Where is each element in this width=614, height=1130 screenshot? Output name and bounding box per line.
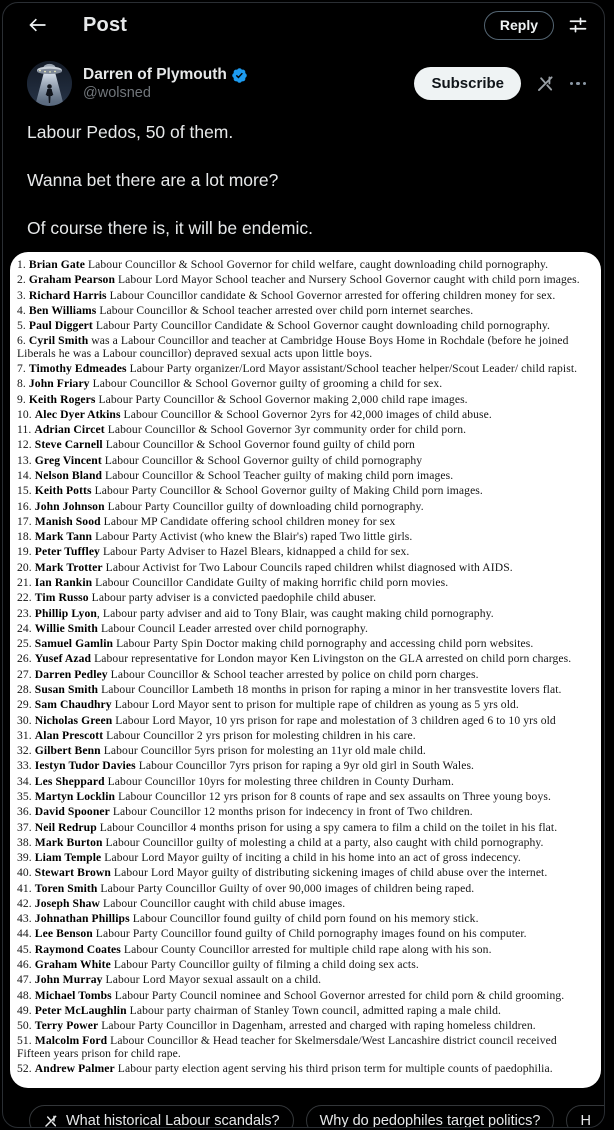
list-item-name: Malcolm Ford: [34, 1034, 108, 1048]
list-item-number: 28.: [17, 682, 35, 696]
list-item-name: Joseph Shaw: [34, 896, 101, 910]
labour-list: [17, 259, 591, 1076]
list-item-number: 27.: [17, 667, 35, 681]
list-item-name: Yusef Azad: [34, 652, 92, 666]
list-item-text: , Labour party adviser and aid to Tony Blair, was caught making child pornography.: [96, 606, 494, 620]
list-item-text: Labour Councillor & School Governor guilty of child pornography: [101, 453, 423, 467]
list-item-text: Labour Party Spin Doctor making child pornography and accessing child porn websites.: [113, 637, 534, 651]
list-item-name: Samuel Gamlin: [34, 637, 114, 651]
list-item-name: Phillip Lyon: [34, 606, 97, 620]
list-item-number: 40.: [17, 866, 35, 880]
list-item-name: Stewart Brown: [34, 866, 111, 880]
list-item: [17, 363, 591, 375]
list-item-name: Nicholas Green: [34, 713, 113, 727]
list-item-name: David Spooner: [34, 805, 110, 819]
list-item: [17, 546, 591, 558]
list-item-text: Labour Councillor & School Governor found guilty of child porn: [102, 438, 415, 452]
list-item: [17, 424, 591, 436]
list-item-name: John Johnson: [34, 499, 105, 513]
list-item-text: Labour MP Candidate offering school children money for sex: [100, 514, 396, 528]
list-item-number: 13.: [17, 453, 35, 467]
list-item-text: Labour Lord Mayor, 10 yrs prison for rape and molestation of 3 children aged 6 to 10 yrs old: [112, 713, 556, 727]
list-item-text: Labour Councillor 7yrs prison for raping a 9yr old girl in South Wales.: [135, 759, 475, 773]
list-item-text: Labour Party Councillor in Dagenham, arrested and charged with raping homeless children.: [98, 1019, 536, 1033]
list-item: [17, 290, 591, 302]
list-item-number: 22.: [17, 591, 35, 605]
list-item-text: Labour Councillor & School Governor 3yr community order for child porn.: [104, 423, 467, 437]
list-item-text: Labour Councillor 4 months prison for using a spy camera to film a child on the toilet in his flat.: [96, 820, 558, 834]
list-item: [17, 592, 591, 604]
list-item-text: Labour Party organizer/Lord Mayor assistant/School teacher helper/Scout Leader/ child rapist.: [126, 362, 578, 376]
list-item-text: Labour Councillor & School teacher arrested over child porn internet searches.: [96, 303, 474, 317]
list-item: [17, 760, 591, 772]
display-name-row[interactable]: [83, 66, 248, 84]
list-item-text: Labour representative for London mayor Ken Livingston on the GLA arrested on child porn charges.: [91, 652, 572, 666]
list-item-text: Labour Councillor & School teacher arrested by police on child porn charges.: [107, 667, 479, 681]
list-item-number: 39.: [17, 851, 35, 865]
list-item-text: Labour Party Councillor guilty of filming a child doing sex acts.: [110, 958, 419, 972]
list-item: [17, 974, 591, 986]
list-item-name: Cyril Smith: [28, 334, 89, 348]
grok-logo-icon[interactable]: [534, 73, 556, 95]
list-item-text: Labour Party Council nominee and School Governor arrested for child porn & child grooming.: [111, 988, 565, 1002]
list-item: [17, 791, 591, 803]
list-item: [17, 669, 591, 681]
list-item-name: Mark Burton: [34, 835, 103, 849]
list-item-name: Andrew Palmer: [34, 1062, 115, 1076]
list-item-number: 14.: [17, 469, 35, 483]
list-item-text: Labour Councillor & School Governor guilty of grooming a child for sex.: [89, 377, 443, 391]
subscribe-button[interactable]: Subscribe: [414, 67, 521, 100]
list-item: [17, 898, 591, 910]
grok-chip-label: Why do pedophiles target politics?: [319, 1112, 541, 1128]
list-item-number: 45.: [17, 942, 35, 956]
list-item-name: Alan Prescott: [34, 728, 104, 742]
list-item-text: Labour Councillor found guilty of child porn found on his memory stick.: [129, 912, 479, 926]
list-item: [17, 439, 591, 451]
list-item-text: Labour Lord Mayor School teacher and Nursery School Governor caught with child porn images.: [115, 273, 580, 287]
list-item-number: 48.: [17, 988, 35, 1002]
list-item-number: 3.: [17, 288, 29, 302]
list-item: [17, 1020, 591, 1032]
list-item-text: was a Labour Councillor and teacher at Cambridge House Boys Home in Rochdale (before he joined Liberals he was a Labour councillor) depraved sexual acts upon little boys.: [17, 334, 569, 360]
list-item: [17, 1063, 591, 1075]
list-item: [17, 928, 591, 940]
list-item-number: 32.: [17, 744, 35, 758]
list-item-text: Labour party adviser is a convicted paedophile child abuser.: [88, 591, 377, 605]
list-item-number: 41.: [17, 881, 35, 895]
list-item: [17, 638, 591, 650]
list-item-text: Labour Lord Mayor guilty of inciting a child in his home into an act of gross indecency.: [101, 851, 521, 865]
back-button[interactable]: [27, 14, 49, 36]
list-item-text: Labour party election agent serving his third prison term for multiple counts of paedophilia.: [114, 1062, 553, 1076]
list-item-text: Labour Activist for Two Labour Councils raped children whilst diagnosed with AIDS.: [102, 560, 513, 574]
grok-chip[interactable]: [566, 1105, 604, 1128]
list-item-text: Labour Lord Mayor sent to prison for multiple rape of children as young as 5 yrs old.: [111, 698, 519, 712]
list-item-name: Mark Tann: [34, 530, 93, 544]
back-arrow-icon: [28, 15, 48, 35]
list-item: [17, 852, 591, 864]
list-item: [17, 623, 591, 635]
list-item-name: Darren Pedley: [34, 667, 108, 681]
list-item: [17, 335, 591, 360]
list-item-name: Steve Carnell: [34, 438, 103, 452]
list-item-number: 7.: [17, 362, 29, 376]
timeline-settings-icon[interactable]: [568, 15, 588, 35]
list-item: [17, 274, 591, 286]
post-line-2: Wanna bet there are a lot more?: [27, 170, 279, 190]
list-item-text: Labour Councillor 12 months prison for indecency in front of Two children.: [109, 805, 473, 819]
list-item: [17, 608, 591, 620]
post-line-1: Labour Pedos, 50 of them.: [27, 122, 234, 142]
list-item: [17, 913, 591, 925]
list-item-number: 8.: [17, 377, 29, 391]
list-item: [17, 959, 591, 971]
list-item-number: 24.: [17, 621, 35, 635]
list-item-name: Nelson Bland: [34, 469, 103, 483]
list-item-name: Raymond Coates: [34, 942, 121, 956]
user-handle: @wolsned: [83, 85, 151, 101]
list-item-text: Labour Council Leader arrested over child pornography.: [97, 621, 368, 635]
list-item-text: Labour Lord Mayor guilty of distributing sickening images of child abuse over the internet.: [110, 866, 548, 880]
list-item: [17, 516, 591, 528]
list-item-name: Sam Chaudhry: [34, 698, 112, 712]
list-item-number: 4.: [17, 303, 29, 317]
list-item-name: Keith Rogers: [28, 392, 96, 406]
list-item: [17, 470, 591, 482]
post-page: [2, 2, 605, 1128]
list-item-name: Toren Smith: [34, 881, 98, 895]
list-item-text: Labour Party Councillor Guilty of over 90,000 images of children being raped.: [97, 881, 475, 895]
list-item-name: Tim Russo: [34, 591, 89, 605]
list-item: [17, 320, 591, 332]
list-item-text: Labour Councillor & School Teacher guilty of making child porn images.: [102, 469, 454, 483]
list-item: [17, 653, 591, 665]
list-item-name: Iestyn Tudor Davies: [34, 759, 136, 773]
list-item-number: 25.: [17, 637, 35, 651]
list-item-number: 30.: [17, 713, 35, 727]
list-item-name: Adrian Circet: [34, 423, 105, 437]
list-item-text: Labour Party Councillor & School Governor making 2,000 child rape images.: [95, 392, 468, 406]
list-item-name: Martyn Locklin: [34, 789, 116, 803]
list-item-name: Gilbert Benn: [34, 744, 101, 758]
list-item: [17, 684, 591, 696]
list-item-text: Labour Councillor Candidate Guilty of making horrific child porn movies.: [92, 576, 449, 590]
list-item-text: Labour Party Adviser to Hazel Blears, kidnapped a child for sex.: [99, 545, 410, 559]
list-item: [17, 305, 591, 317]
list-item: [17, 867, 591, 879]
list-item-text: Labour Party Councillor & School Governor guilty of Making Child porn images.: [91, 484, 483, 498]
more-ellipsis-icon[interactable]: [568, 74, 588, 94]
list-item-text: Labour Councillor 12 yrs prison for 8 counts of rape and sex assaults on Three young boys.: [115, 789, 551, 803]
list-item-name: Mark Trotter: [34, 560, 103, 574]
list-item: [17, 806, 591, 818]
verified-badge-icon: [231, 67, 248, 84]
list-item: [17, 715, 591, 727]
list-item-name: Susan Smith: [34, 682, 99, 696]
list-item-name: Ian Rankin: [34, 576, 93, 590]
list-item-text: Labour County Councillor arrested for multiple child rape along with his son.: [120, 942, 492, 956]
list-item-number: 50.: [17, 1019, 35, 1033]
list-item-text: Labour Councillor & School Governor 2yrs for 42,000 images of child abuse.: [120, 407, 492, 421]
list-item-number: 46.: [17, 958, 35, 972]
grok-chip[interactable]: [29, 1105, 294, 1128]
list-item: [17, 990, 591, 1002]
list-item: [17, 394, 591, 406]
list-item-number: 36.: [17, 805, 35, 819]
list-item: [17, 577, 591, 589]
list-item-text: Labour Party Councillor Candidate & School Governor caught downloading child pornography.: [92, 319, 550, 333]
list-item-name: Peter Tuffley: [34, 545, 100, 559]
list-item: [17, 485, 591, 497]
list-item-name: Manish Sood: [34, 514, 101, 528]
list-item: [17, 378, 591, 390]
list-item-number: 38.: [17, 835, 35, 849]
list-item-number: 17.: [17, 514, 35, 528]
list-item-number: 52.: [17, 1062, 35, 1076]
list-item-name: Paul Diggert: [28, 319, 93, 333]
list-item-number: 1.: [17, 258, 29, 271]
list-item: [17, 837, 591, 849]
list-item-name: Neil Redrup: [34, 820, 97, 834]
list-item-text: Labour Councillor 10yrs for molesting three children in County Durham.: [104, 774, 454, 788]
list-item-number: 37.: [17, 820, 35, 834]
list-item-name: Brian Gate: [28, 258, 85, 271]
list-item-number: 29.: [17, 698, 35, 712]
grok-chip[interactable]: [306, 1105, 555, 1128]
list-item-number: 43.: [17, 912, 35, 926]
list-item-number: 6.: [17, 334, 29, 348]
list-item-text: Labour Councillor & School Governor for child welfare, caught downloading child pornography.: [84, 258, 549, 271]
list-item: [17, 699, 591, 711]
page-title: Post: [83, 13, 128, 36]
list-item: [17, 1005, 591, 1017]
list-item-text: Labour Party Councillor found guilty of Child pornography images found on his computer.: [92, 927, 527, 941]
list-item-number: 15.: [17, 484, 35, 498]
list-item-number: 51.: [17, 1034, 35, 1048]
list-item-name: John Murray: [34, 973, 103, 987]
post-line-3: Of course there is, it will be endemic.: [27, 218, 313, 238]
list-item-name: Johnathan Phillips: [34, 912, 130, 926]
list-item-name: Peter McLaughlin: [34, 1003, 127, 1017]
list-item-number: 9.: [17, 392, 29, 406]
list-item-name: Michael Tombs: [34, 988, 112, 1002]
list-item-name: John Friary: [28, 377, 90, 391]
list-item-text: Labour Party Activist (who knew the Blair's) raped Two little girls.: [92, 530, 413, 544]
list-item-number: 2.: [17, 273, 29, 287]
list-item-number: 23.: [17, 606, 35, 620]
list-item-number: 11.: [17, 423, 35, 437]
grok-logo-icon: [43, 1113, 59, 1128]
header: [3, 3, 604, 40]
list-item-name: Les Sheppard: [34, 774, 105, 788]
avatar[interactable]: [27, 61, 72, 106]
display-name: Darren of Plymouth: [83, 66, 227, 83]
list-item-name: Graham Pearson: [28, 273, 115, 287]
list-item: [17, 409, 591, 421]
list-item: [17, 776, 591, 788]
list-item-number: 34.: [17, 774, 35, 788]
reply-button[interactable]: Reply: [484, 11, 554, 40]
list-item: [17, 822, 591, 834]
list-item-name: Keith Potts: [34, 484, 92, 498]
post-image-list-card[interactable]: [10, 252, 601, 1088]
list-item-number: 47.: [17, 973, 35, 987]
list-item-number: 31.: [17, 728, 35, 742]
list-item: [17, 531, 591, 543]
list-item-number: 20.: [17, 560, 35, 574]
list-item: [17, 455, 591, 467]
grok-chip-label: H: [580, 1112, 591, 1128]
list-item-number: 44.: [17, 927, 35, 941]
list-item-name: Timothy Edmeades: [28, 362, 127, 376]
list-item-text: Labour Councillor & Head teacher for Skelmersdale/West Lancashire district council received Fifteen years prison for child rape.: [17, 1034, 557, 1060]
list-item: [17, 1035, 591, 1060]
grok-suggestion-chips: [3, 1105, 604, 1128]
list-item: [17, 562, 591, 574]
list-item-number: 12.: [17, 438, 35, 452]
post-body: [3, 106, 604, 240]
list-item: [17, 883, 591, 895]
list-item-number: 33.: [17, 759, 35, 773]
list-item-number: 16.: [17, 499, 35, 513]
list-item-name: Graham White: [34, 958, 111, 972]
grok-chip-label: What historical Labour scandals?: [66, 1112, 280, 1128]
list-item: [17, 730, 591, 742]
list-item-number: 35.: [17, 789, 35, 803]
list-item-number: 42.: [17, 896, 35, 910]
list-item-number: 18.: [17, 530, 35, 544]
list-item-text: Labour Councillor 2 yrs prison for molesting children in his care.: [103, 728, 416, 742]
list-item-text: Labour Lord Mayor sexual assault on a child.: [102, 973, 322, 987]
list-item-name: Greg Vincent: [34, 453, 102, 467]
list-item-text: Labour party chairman of Stanley Town council, admitted raping a male child.: [126, 1003, 502, 1017]
list-item-number: 5.: [17, 319, 29, 333]
list-item-number: 21.: [17, 576, 35, 590]
list-item-text: Labour Party Councillor guilty of downloading child pornography.: [104, 499, 424, 513]
list-item-text: Labour Councillor 5yrs prison for molesting an 11yr old male child.: [100, 744, 426, 758]
list-item-name: Alec Dyer Atkins: [34, 407, 121, 421]
list-item-number: 19.: [17, 545, 35, 559]
list-item-name: Lee Benson: [34, 927, 93, 941]
list-item-number: 10.: [17, 407, 35, 421]
list-item-name: Terry Power: [34, 1019, 99, 1033]
list-item-name: Liam Temple: [34, 851, 102, 865]
author-row: [3, 61, 604, 106]
list-item-text: Labour Councillor Lambeth 18 months in prison for raping a minor in her transvestite lovers flat.: [98, 682, 562, 696]
list-item: [17, 501, 591, 513]
list-item-text: Labour Councillor caught with child abuse images.: [100, 896, 346, 910]
list-item-number: 26.: [17, 652, 35, 666]
list-item-name: Ben Williams: [28, 303, 97, 317]
list-item-text: Labour Councillor guilty of molesting a child at a party, also caught with child pornography.: [102, 835, 544, 849]
list-item-text: Labour Councillor candidate & School Governor arrested for offering children money for sex.: [106, 288, 556, 302]
list-item: [17, 944, 591, 956]
list-item: [17, 259, 591, 271]
list-item-number: 49.: [17, 1003, 35, 1017]
list-item: [17, 745, 591, 757]
list-item-name: Richard Harris: [28, 288, 107, 302]
list-item-name: Willie Smith: [34, 621, 98, 635]
